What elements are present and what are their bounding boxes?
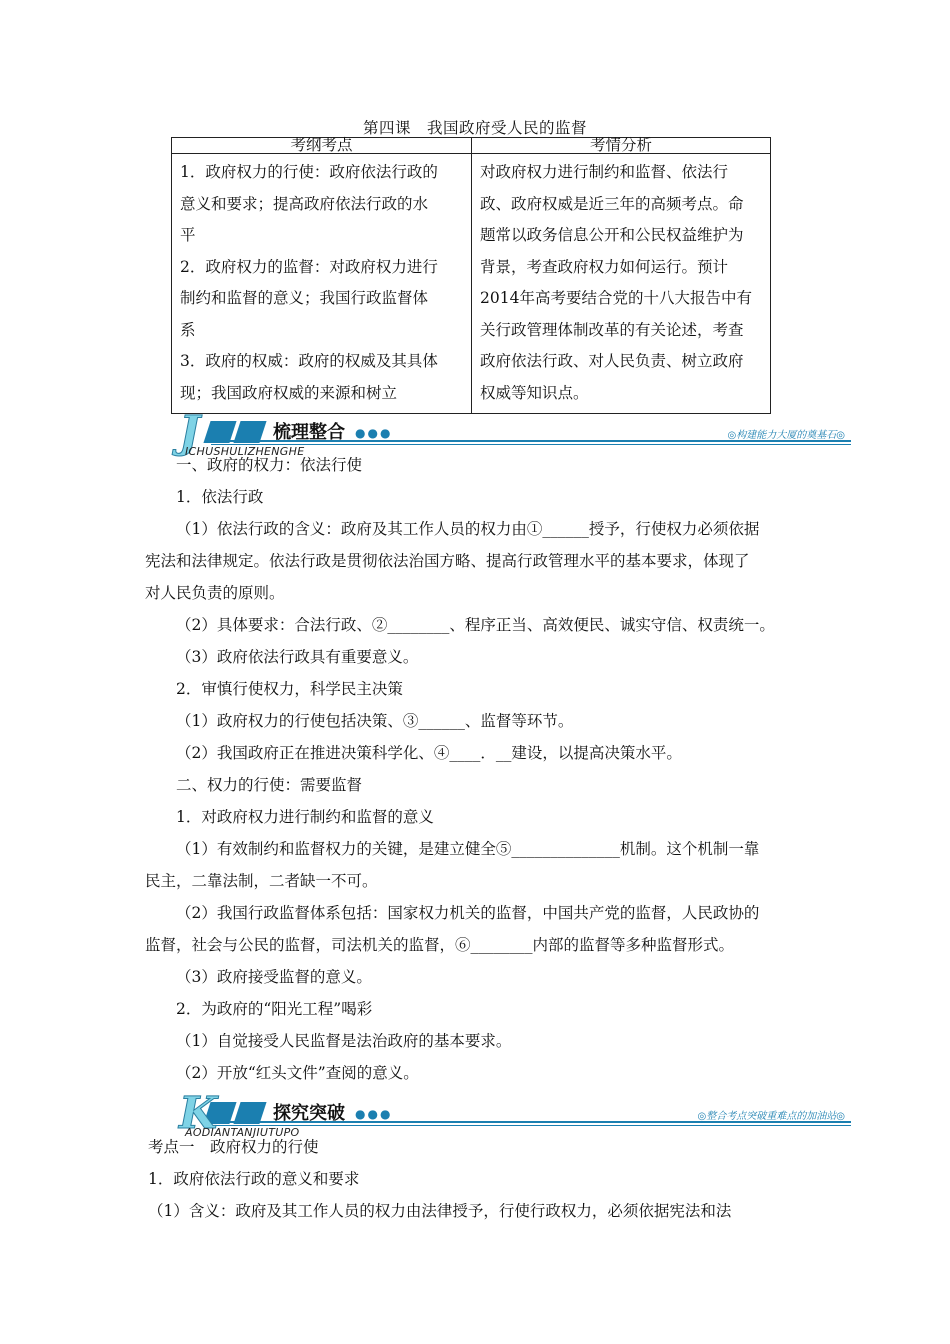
banner-rule	[211, 444, 851, 445]
subheading: 2．审慎行使权力，科学民主决策	[176, 680, 403, 698]
banner-dots-icon: ●●●	[355, 1107, 393, 1121]
paragraph: （3）政府依法行政具有重要意义。	[176, 648, 419, 666]
review-section	[145, 449, 810, 1089]
paragraph: （1）含义：政府及其工作人员的权力由法律授予，行使行政权力，必须依据宪法和法	[148, 1202, 732, 1220]
banner-slogan: ◎构建能力大厦的奠基石◎	[727, 430, 845, 441]
syllabus-line: 意义和要求；提高政府依法行政的水	[180, 194, 429, 213]
syllabus-line: 3．政府的权威：政府的权威及其具体	[180, 352, 438, 370]
analysis-line: 背景，考查政府权力如何运行。预计	[480, 257, 729, 276]
syllabus-line: 2．政府权力的监督：对政府权力进行	[180, 257, 438, 276]
analysis-line: 2014年高考要结合党的十八大报告中有	[480, 289, 752, 307]
syllabus-cell	[172, 154, 472, 414]
banner-pinyin: ICHUSHULIZHENGHE	[185, 445, 305, 458]
paragraph: （2）开放“红头文件”查阅的意义。	[176, 1064, 419, 1082]
banner-blocks	[207, 421, 263, 443]
paragraph: （1）自觉接受人民监督是法治政府的基本要求。	[176, 1032, 512, 1050]
analysis-line: 对政府权力进行制约和监督、依法行	[480, 163, 729, 181]
lesson-title: 第四课 我国政府受人民的监督	[362, 119, 587, 137]
banner-slogan: ◎整合考点突破重难点的加油站◎	[697, 1111, 845, 1122]
analysis-cell	[472, 154, 771, 414]
analysis-line: 关行政管理体制改革的有关论述，考查	[480, 320, 744, 339]
heading-1: 考点一 政府权力的行使	[148, 1138, 319, 1156]
subheading: 1．对政府权力进行制约和监督的意义	[176, 808, 434, 826]
syllabus-line: 制约和监督的意义；我国行政监督体	[180, 289, 429, 307]
syllabus-line: 系	[180, 320, 196, 339]
heading-1: 一、政府的权力：依法行使	[176, 456, 363, 474]
syllabus-table	[171, 137, 771, 414]
banner-rule	[211, 1125, 851, 1126]
syllabus-line: 1．政府权力的行使：政府依法行政的	[180, 163, 438, 181]
banner-dots-icon: ●●●	[355, 426, 393, 440]
banner-letter: K	[179, 1088, 218, 1139]
paragraph: 监督，社会与公民的监督，司法机关的监督，⑥________内部的监督等多种监督形式。	[145, 936, 735, 954]
banner-label: 梳理整合	[273, 422, 345, 443]
table-header-analysis: 考情分析	[472, 138, 771, 154]
paragraph: （1）依法行政的含义：政府及其工作人员的权力由①______授予，行使权力必须依据	[176, 520, 760, 538]
banner-pinyin: AODIANTANJIUTUPO	[185, 1126, 300, 1139]
subheading: 2．为政府的“阳光工程”喝彩	[176, 1000, 373, 1018]
paragraph: 民主，二靠法制，二者缺一不可。	[145, 872, 378, 890]
subheading: 1．政府依法行政的意义和要求	[148, 1170, 360, 1188]
analysis-line: 题常以政务信息公开和公民权益维护为	[480, 226, 744, 244]
subheading: 1．依法行政	[176, 488, 264, 506]
explore-section	[145, 1131, 810, 1227]
syllabus-line: 平	[180, 226, 196, 244]
paragraph: （2）我国政府正在推进决策科学化、④____．__建设，以提高决策水平。	[176, 744, 682, 762]
paragraph: （1）有效制约和监督权力的关键，是建立健全⑤______________机制。这个机制一靠	[176, 840, 760, 858]
paragraph: （1）政府权力的行使包括决策、③______、监督等环节。	[176, 712, 574, 730]
paragraph: 宪法和法律规定。依法行政是贯彻依法治国方略、提高行政管理水平的基本要求，体现了	[145, 552, 750, 570]
banner-letter: J	[179, 407, 200, 458]
paragraph: （2）具体要求：合法行政、②________、程序正当、高效便民、诚实守信、权责统一。	[176, 616, 775, 634]
analysis-line: 政、政府权威是近三年的高频考点。命	[480, 194, 744, 213]
paragraph: 对人民负责的原则。	[145, 584, 285, 602]
table-header-syllabus: 考纲考点	[172, 138, 472, 154]
syllabus-line: 现；我国政府权威的来源和树立	[180, 383, 398, 402]
analysis-line: 权威等知识点。	[480, 383, 589, 402]
banner-label: 探究突破	[273, 1103, 345, 1124]
analysis-line: 政府依法行政、对人民负责、树立政府	[480, 352, 744, 370]
paragraph: （3）政府接受监督的意义。	[176, 968, 372, 986]
heading-2: 二、权力的行使：需要监督	[176, 776, 363, 794]
paragraph: （2）我国行政监督体系包括：国家权力机关的监督，中国共产党的监督，人民政协的	[176, 904, 760, 922]
